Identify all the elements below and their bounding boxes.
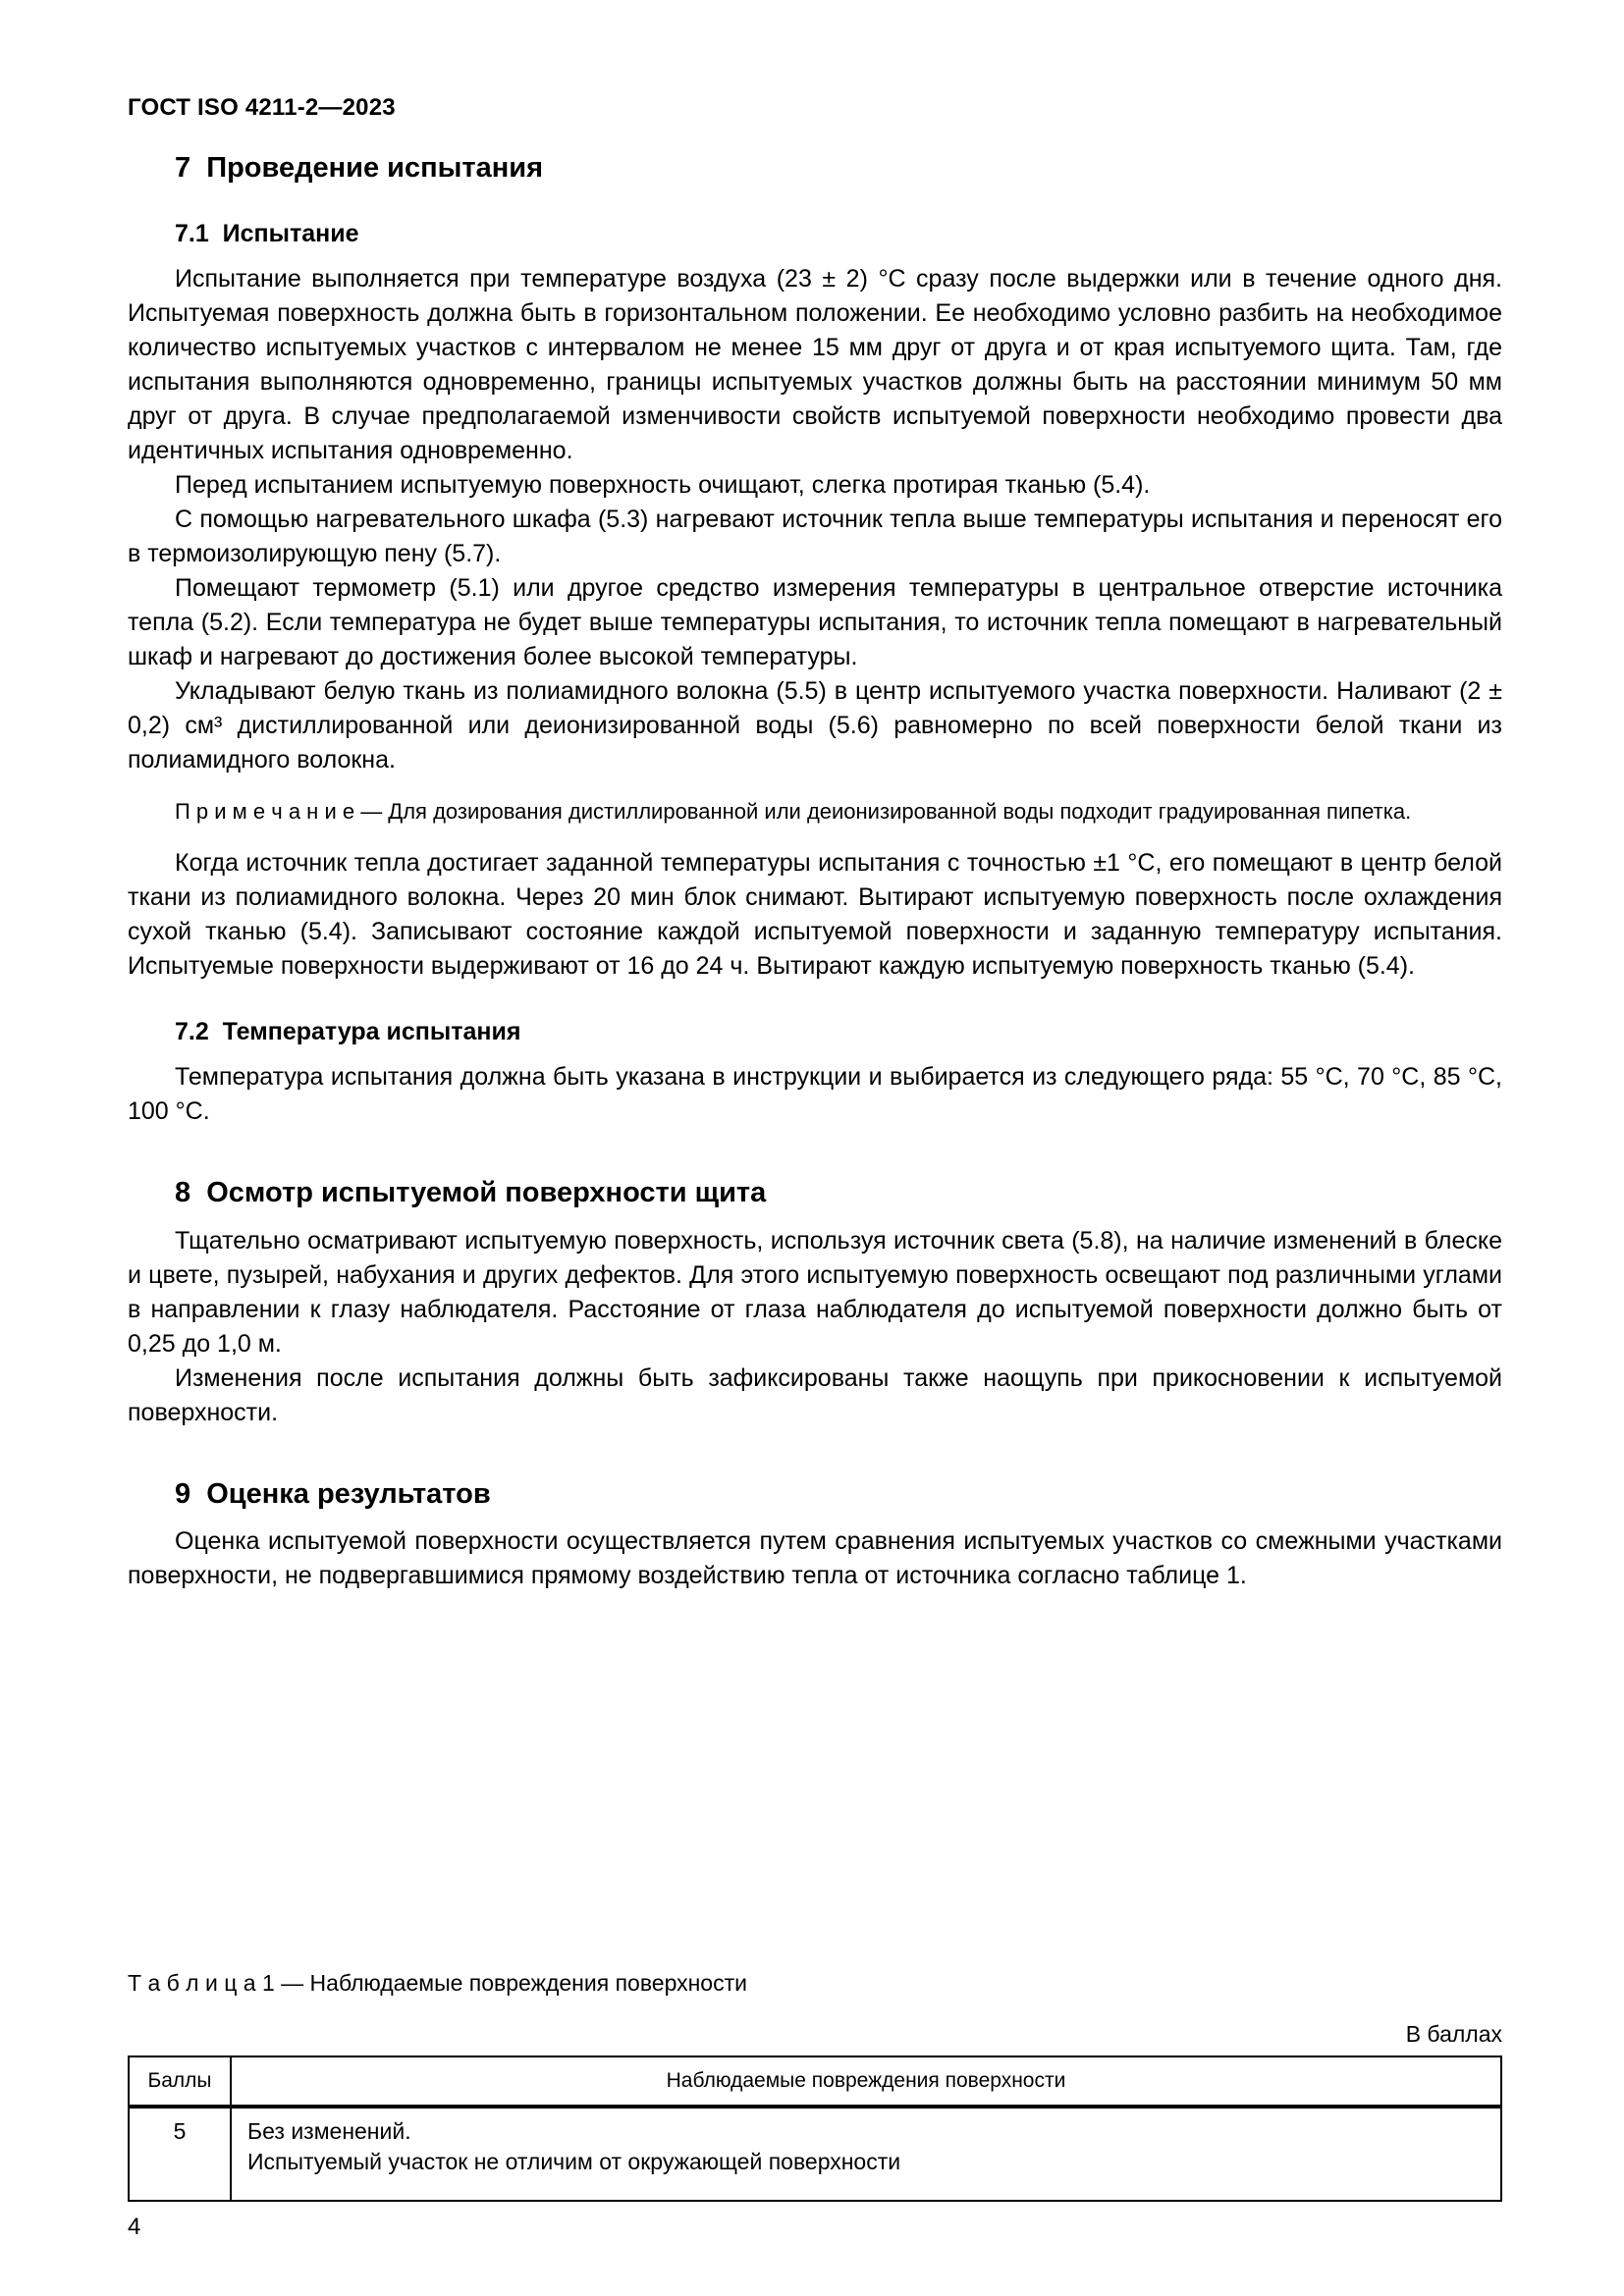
table-row [129, 2107, 1501, 2201]
cell-damage [231, 2107, 1501, 2201]
cell-damage-line: Испытуемый участок не отличим от окружающей поверхности [247, 2149, 901, 2174]
table-1 [128, 2056, 1502, 2202]
paragraph: Тщательно осматривают испытуемую поверхность, используя источник света (5.8), на наличие изменений в блеске и цвете, пузырей, набухания и других дефектов. Для этого испытуемую поверхность освещают под различными углами в направлении к глазу наблюдателя. Расстояние от глаза наблюдателя до испытуемой поверхности должно быть от 0,25 до 1,0 м. [128, 1226, 1502, 1358]
section-8-title: 8 Осмотр испытуемой поверхности щита [175, 1176, 767, 1208]
section-7-1-title: 7.1 Испытание [175, 219, 359, 247]
table-header-row [129, 2056, 1501, 2107]
page-number: 4 [128, 2214, 141, 2240]
paragraph: Испытание выполняется при температуре воздуха (23 ± 2) °С сразу после выдержки или в течение одного дня. Испытуемая поверхность должна быть в горизонтальном положении. Ее необходимо условно разбить на необходимое количество испытуемых участков с интервалом не менее 15 мм друг от друга и от края испытуемого щита. Там, где испытания выполняются одновременно, границы испытуемых участков должны быть на расстоянии минимум 50 мм друг от друга. В случае предполагаемой изменчивости свойств испытуемой поверхности необходимо провести два идентичных испытания одновременно. [128, 264, 1502, 464]
table-1-caption: Т а б л и ц а 1 — Наблюдаемые повреждения поверхности [128, 1970, 747, 1996]
section-9-title: 9 Оценка результатов [175, 1477, 491, 1510]
paragraph: Помещают термометр (5.1) или другое средство измерения температуры в центральное отверстие источника тепла (5.2). Если температура не будет выше температуры испытания, то источник тепла помещают в нагревательный шкаф и нагревают до достижения более высокой температуры. [128, 573, 1502, 670]
table-1-units-note: В баллах [1405, 2021, 1502, 2047]
note: П р и м е ч а н и е — Для дозирования дистиллированной или деионизированной воды подходит градуированная пипетка. [175, 798, 1412, 824]
paragraph: Когда источник тепла достигает заданной температуры испытания с точностью ±1 °С, его помещают в центр белой ткани из полиамидного волокна. Через 20 мин блок снимают. Вытирают испытуемую поверхность после охлаждения сухой тканью (5.4). Записывают состояние каждой испытуемой поверхности и заданную температуру испытания. Испытуемые поверхности выдерживают от 16 до 24 ч. Вытирают каждую испытуемую поверхность тканью (5.4). [128, 848, 1502, 980]
paragraph: Изменения после испытания должны быть зафиксированы также наощупь при прикосновении к испытуемой поверхности. [128, 1363, 1502, 1426]
paragraph: Укладывают белую ткань из полиамидного волокна (5.5) в центр испытуемого участка поверхности. Наливают (2 ± 0,2) см³ дистиллированной или деионизированной воды (5.6) равномерно по всей поверхности белой ткани из полиамидного волокна. [128, 676, 1502, 774]
paragraph: Оценка испытуемой поверхности осуществляется путем сравнения испытуемых участков со смежными участками поверхности, не подвергавшимися прямому воздействию тепла от источника согласно таблице 1. [128, 1527, 1502, 1590]
column-header-score: Баллы [129, 2056, 231, 2107]
cell-score: 5 [129, 2107, 231, 2201]
table-1-section [128, 1968, 1502, 2202]
paragraph: Температура испытания должна быть указана в инструкции и выбирается из следующего ряда: 55 °С, 70 °С, 85 °С, 100 °С. [128, 1062, 1502, 1125]
column-header-damage: Наблюдаемые повреждения поверхности [231, 2056, 1501, 2107]
paragraph: Перед испытанием испытуемую поверхность очищают, слегка протирая тканью (5.4). [175, 470, 1151, 499]
cell-damage-line: Без изменений. [247, 2118, 411, 2144]
paragraph: С помощью нагревательного шкафа (5.3) нагревают источник тепла выше температуры испытания и переносят его в термоизолирующую пену (5.7). [128, 505, 1502, 567]
section-7-title: 7 Проведение испытания [175, 152, 543, 184]
section-7-2-title: 7.2 Температура испытания [175, 1017, 521, 1045]
doc-code: ГОСТ ISO 4211-2—2023 [128, 94, 396, 121]
